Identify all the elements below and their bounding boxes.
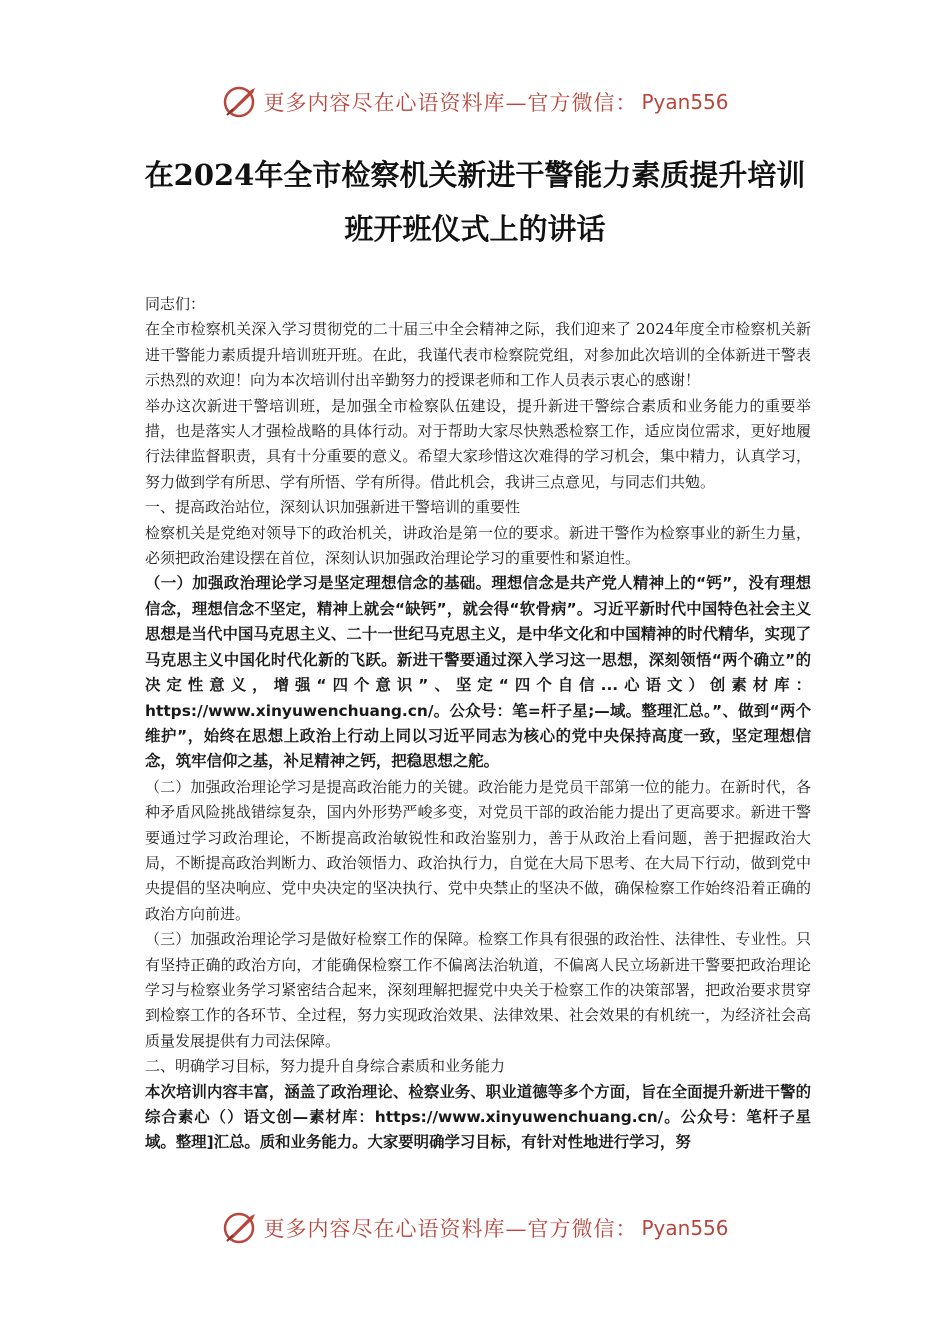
banner-text: 更多内容尽在心语资料库—官方微信：: [263, 1217, 638, 1241]
footer-watermark-banner: [0, 1206, 950, 1250]
body-paragraph-bold: 本次培训内容丰富，涵盖了政治理论、检察业务、职业道德等多个方面，旨在全面提升新进干警的综合素心（）语文创—素材库：https://www.xinyuwenchuang.cn/。公众号：笔杆子星域。整理]汇总。质和业务能力。大家要明确学习目标，有针对性地进行学习，努: [145, 1082, 811, 1152]
banner-wechat-id: Pyan556: [641, 1216, 729, 1240]
body-paragraph: （三）加强政治理论学习是做好检察工作的保障。检察工作具有很强的政治性、法律性、专业性。只有坚持正确的政治方向，才能确保检察工作不偏离法治轨道，不偏离人民立场新进干警要把政治理论学习与检察业务学习紧密结合起来，深刻理解把握党中央关于检察工作的决策部署，把政治要求贯穿到检察工作的各环节、全过程，努力实现政治效果、法律效果、社会效果的有机统一，为经济社会高质量发展提供有力司法保障。: [145, 930, 811, 1050]
body-paragraph: 检察机关是党绝对领导下的政治机关，讲政治是第一位的要求。新进干警作为检察事业的新生力量，必须把政治建设摆在首位，深刻认识加强政治理论学习的重要性和紧迫性。: [145, 523, 811, 568]
banner-wechat-id: Pyan556: [641, 90, 729, 114]
header-watermark-banner: [0, 80, 950, 124]
signature-quill-logo: [221, 82, 261, 122]
signature-quill-logo: [221, 1208, 261, 1248]
title-line-1: 在2024年全市检察机关新进干警能力素质提升培训: [144, 158, 806, 192]
body-paragraph: 举办这次新进干警培训班，是加强全市检察队伍建设，提升新进干警综合素质和业务能力的重要举措，也是落实人才强检战略的具体行动。对于帮助大家尽快熟悉检察工作，适应岗位需求，更好地履行法律监督职责，具有十分重要的意义。希望大家珍惜这次难得的学习机会，集中精力，认真学习，努力做到学有所思、学有所悟、学有所得。借此机会，我讲三点意见，与同志们共勉。: [145, 396, 811, 491]
body-paragraph: 在全市检察机关深入学习贯彻党的二十届三中全会精神之际，我们迎来了 2024年度全市检察机关新进干警能力素质提升培训班开班。在此，我谨代表市检察院党组，对参加此次培训的全体新进干警表示热烈的欢迎！向为本次培训付出辛勤努力的授课老师和工作人员表示衷心的感谢！: [145, 320, 811, 390]
document-title: [0, 148, 950, 256]
body-paragraph-bold: （一）加强政治理论学习是坚定理想信念的基础。理想信念是共产党人精神上的“钙”，没有理想信念，理想信念不坚定，精神上就会“缺钙”，就会得“软骨病”。习近平新时代中国特色社会主义思想是当代中国马克思主义、二十一世纪马克思主义，是中华文化和中国精神的时代精华，实现了马克思主义中国化时代化新的飞跃。新进干警要通过深入学习这一思想，深刻领悟“两个确立”的决定性意义，增强“四个意识”、坚定“四个自信...心语文）创素材库：https://www.xinyuwenchuang.cn/。公众号：笔=杆子星;—域。整理汇总。”、做到“两个维护”，始终在思想上政治上行动上同以习近平同志为核心的党中央保持高度一致，坚定理想信念，筑牢信仰之基，补足精神之钙，把稳思想之舵。: [145, 574, 811, 771]
banner-text: 更多内容尽在心语资料库—官方微信：: [263, 91, 638, 115]
section-heading: 一、提高政治站位，深刻认识加强新进干警培训的重要性: [145, 498, 521, 517]
body-paragraph: （二）加强政治理论学习是提高政治能力的关键。政治能力是党员干部第一位的能力。在新时代，各种矛盾风险挑战错综复杂，国内外形势严峻多变，对党员干部的政治能力提出了更高要求。新进干警要通过学习政治理论，不断提高政治敏锐性和政治鉴别力，善于从政治上看问题，善于把握政治大局，不断提高政治判断力、政治领悟力、政治执行力，自觉在大局下思考、在大局下行动，做到党中央提倡的坚决响应、党中央决定的坚决执行、党中央禁止的坚决不做，确保检察工作始终沿着正确的政治方向前进。: [145, 777, 811, 923]
title-line-2: 班开班仪式上的讲话: [344, 212, 606, 246]
section-heading: 二、明确学习目标，努力提升自身综合素质和业务能力: [145, 1057, 506, 1076]
salutation: 同志们：: [145, 295, 206, 313]
document-body: [145, 292, 811, 1156]
